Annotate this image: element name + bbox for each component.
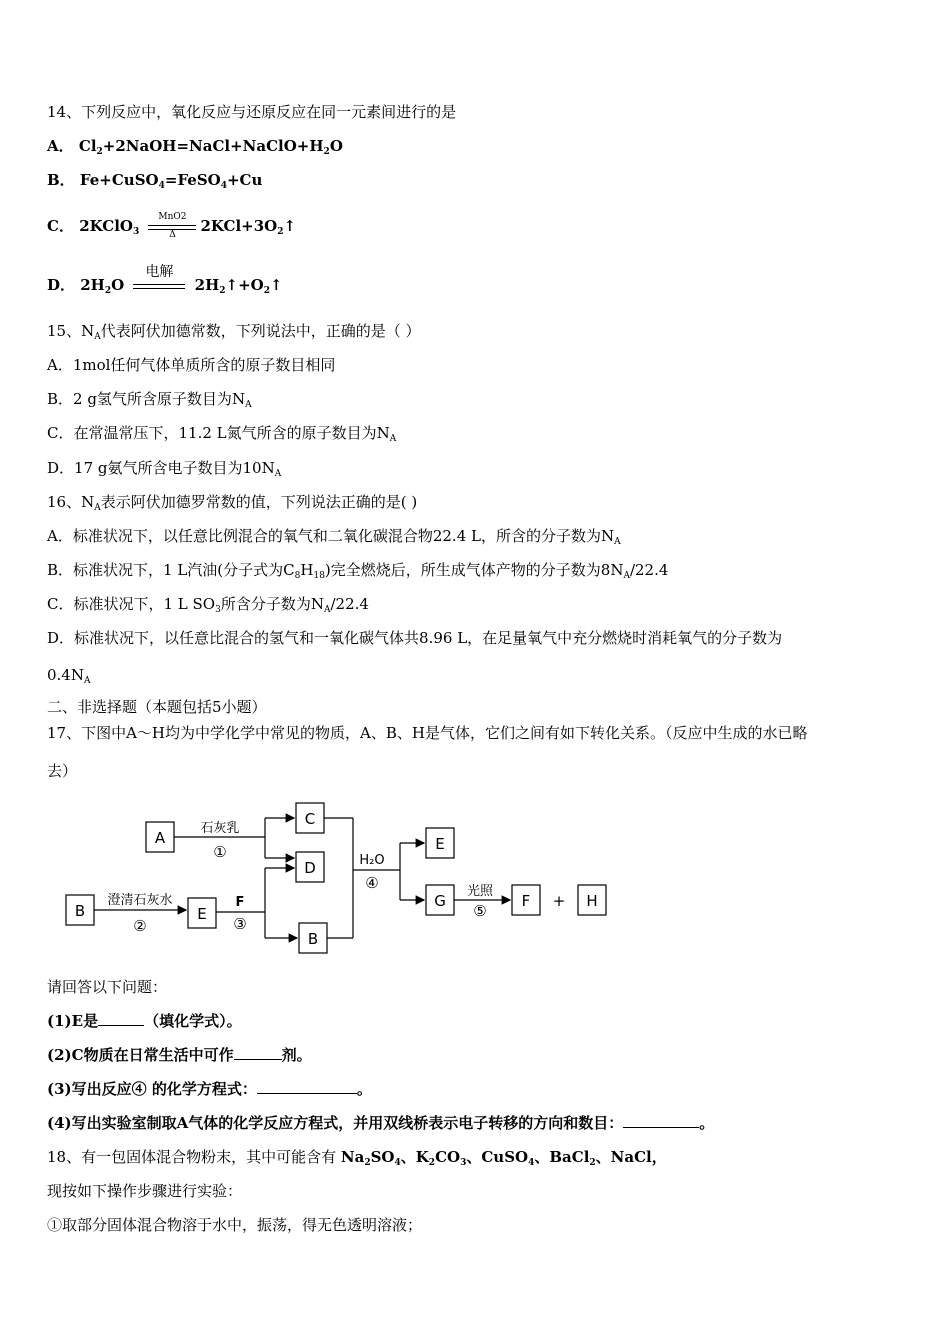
- q17-part-1: (1)E是 （填化学式）。: [47, 1012, 242, 1030]
- node-f2: F: [521, 892, 531, 910]
- q14-option-d: D． $2H_2O$ 电解 $2H_2↑+O_2↑$: [47, 264, 283, 296]
- label-2: 澄清石灰水: [107, 893, 173, 908]
- num-5: ⑤: [473, 902, 487, 920]
- q14-option-a: A． $Cl_2+2NaOH=NaCl+NaClO+H_2O$: [47, 137, 343, 157]
- node-h: H: [586, 892, 598, 910]
- num-3: ③: [233, 915, 247, 933]
- num-1: ①: [213, 843, 227, 861]
- conversion-diagram: [60, 800, 630, 960]
- q18-chemicals: $Na_2SO_4$、$K_2CO_3$、CuSO$_4$、BaCl$_2$、NaCl，: [340, 1148, 667, 1168]
- q15-option-d: D．17 g氨气所含电子数目为$10N_A$: [47, 459, 282, 479]
- node-e1: E: [197, 905, 207, 923]
- q14-option-c: C． 2KClO$_3$ MnO2 Δ $2KCl+3O_2↑$: [47, 212, 297, 240]
- label-3: F: [235, 895, 245, 910]
- q15-option-a: A．1mol任何气体单质所含的原子数目相同: [47, 356, 336, 374]
- q17-stem: 17、下图中A～H均为中学化学中常见的物质，A、B、H是气体，它们之间有如下转化关系。（反应中生成的水已略: [47, 724, 808, 742]
- q15-stem: 15、$N_A$代表阿伏加德常数，下列说法中，正确的是（ ）: [47, 322, 421, 342]
- label-4: H₂O: [359, 853, 385, 868]
- node-c: C: [304, 810, 316, 828]
- label-1: 石灰乳: [200, 821, 240, 836]
- label-5: 光照: [466, 884, 494, 899]
- q17-part-2: (2)C物质在日常生活中可作 剂。: [47, 1046, 312, 1064]
- q15-option-c: C．在常温常压下，11.2 L氮气所含的原子数目为$N_A$: [47, 424, 397, 444]
- q16-stem: 16、$N_A$表示阿伏加德罗常数的值，下列说法正确的是( ): [47, 493, 418, 513]
- q14-option-b: B． Fe+CuSO$_4$=FeSO$_4$+Cu: [47, 171, 263, 191]
- q17-part-4: (4)写出实验室制取A气体的化学反应方程式，并用双线桥表示电子转移的方向和数目： 。: [47, 1114, 715, 1132]
- q16-option-b: B．标准状况下，1 L汽油(分子式为$C_8H_{18}$)完全燃烧后，所生成气体产物的分子数为$8N_A/22.4$: [47, 561, 669, 581]
- q17-stem-cont: 去）: [47, 762, 78, 780]
- q17-prompt: 请回答以下问题：: [47, 978, 168, 996]
- num-2: ②: [133, 917, 147, 935]
- node-d: D: [304, 859, 316, 877]
- q17-part-3: (3)写出反应④ 的化学方程式： 。: [47, 1080, 372, 1098]
- num-4: ④: [365, 874, 379, 892]
- q18-step1: ①取部分固体混合物溶于水中，振荡，得无色透明溶液；: [47, 1216, 423, 1234]
- q16-option-d-cont: $0.4N_A$: [47, 666, 91, 686]
- plus-sign: +: [552, 892, 566, 910]
- reaction-condition-electrolysis: 电解: [133, 278, 185, 294]
- node-b1: B: [74, 902, 86, 920]
- section-heading: 二、非选择题（本题包括5小题）: [47, 698, 267, 716]
- q15-option-b: B．2 g氢气所含原子数目为$N_A$: [47, 390, 252, 410]
- q18-stem: 18、有一包固体混合物粉末，其中可能含有 $Na_2SO_4$、$K_2CO_3$、CuSO$_4$、BaCl$_2$、NaCl，: [47, 1148, 667, 1168]
- q16-option-c: C．标准状况下，1 L $SO_3$所含分子数为$N_A/22.4$: [47, 595, 369, 615]
- node-b2: B: [307, 930, 319, 948]
- q14-stem: 14、下列反应中，氧化反应与还原反应在同一元素间进行的是: [47, 103, 457, 121]
- q16-option-a: A．标准状况下，以任意比例混合的氧气和二氧化碳混合物22.4 L，所含的分子数为$N_A$: [47, 527, 621, 547]
- node-g: G: [434, 892, 446, 910]
- q16-option-d: D．标准状况下，以任意比混合的氢气和一氧化碳气体共8.96 L，在足量氧气中充分燃烧时消耗氧气的分子数为: [47, 629, 783, 647]
- reaction-condition: MnO2 Δ: [148, 219, 196, 235]
- node-a: A: [154, 829, 166, 847]
- q18-step0: 现按如下操作步骤进行实验：: [47, 1182, 243, 1200]
- node-e2: E: [435, 835, 445, 853]
